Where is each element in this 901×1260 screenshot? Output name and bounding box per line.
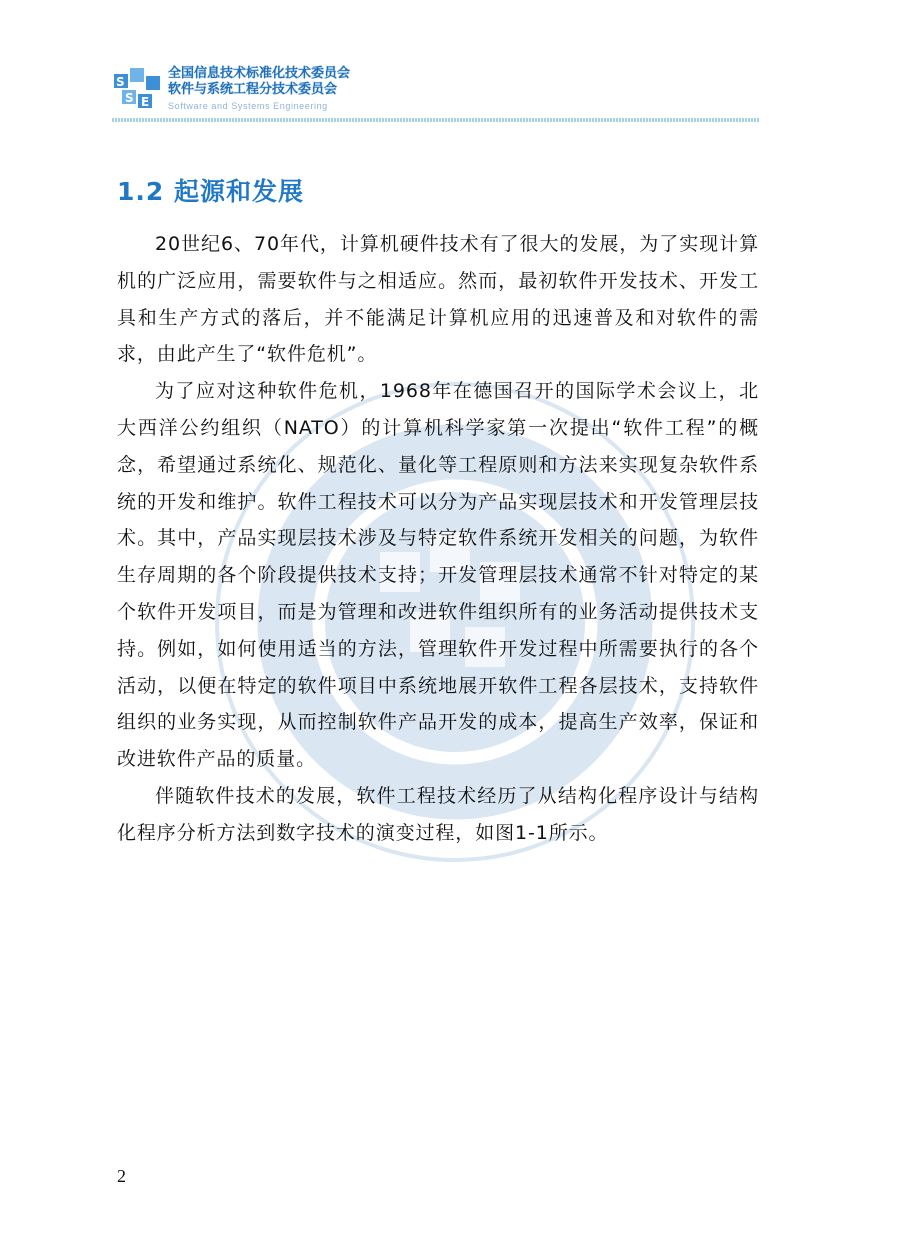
paragraph: 20世纪6、70年代，计算机硬件技术有了很大的发展，为了实现计算机的广泛应用，需要软件与之相适应。然而，最初软件开发技术、开发工具和生产方式的落后，并不能满足计算机应用的迅速普及和对软件的需求，由此产生了“软件危机”。 [117, 233, 759, 366]
svg-text:E: E [141, 95, 150, 109]
header-committee-name: 全国信息技术标准化技术委员会 [168, 66, 351, 81]
header-subcommittee-name: 软件与系统工程分技术委员会 [168, 82, 338, 97]
body-text [117, 226, 759, 852]
header-text-block [168, 66, 350, 114]
section-title: 1.2 起源和发展 [117, 177, 304, 206]
sse-logo-icon [112, 66, 164, 114]
svg-text:S: S [125, 91, 134, 105]
page-number: 2 [117, 1166, 126, 1186]
header-english-name: Software and Systems Engineering [168, 101, 328, 111]
paragraph: 为了应对这种软件危机，1968年在德国召开的国际学术会议上，北大西洋公约组织（NATO）的计算机科学家第一次提出“软件工程”的概念，希望通过系统化、规范化、量化等工程原则和方法来实现复杂软件系统的开发和维护。软件工程技术可以分为产品实现层技术和开发管理层技术。其中，产品实现层技术涉及与特定软件系统开发相关的问题，为软件生存周期的各个阶段提供技术支持；开发管理层技术通常不针对特定的某个软件开发项目，而是为管理和改进软件组织所有的业务活动提供技术支持。例如，如何使用适当的方法，管理软件开发过程中所需要执行的各个活动，以便在特定的软件项目中系统地展开软件工程各层技术，支持软件组织的业务实现，从而控制软件产品开发的成本，提高生产效率，保证和改进软件产品的质量。 [117, 380, 759, 771]
svg-text:S: S [116, 75, 125, 89]
header-divider [112, 118, 760, 122]
paragraph: 伴随软件技术的发展，软件工程技术经历了从结构化程序设计与结构化程序分析方法到数字技术的演变过程，如图1-1所示。 [117, 784, 759, 844]
page-header [112, 64, 760, 122]
